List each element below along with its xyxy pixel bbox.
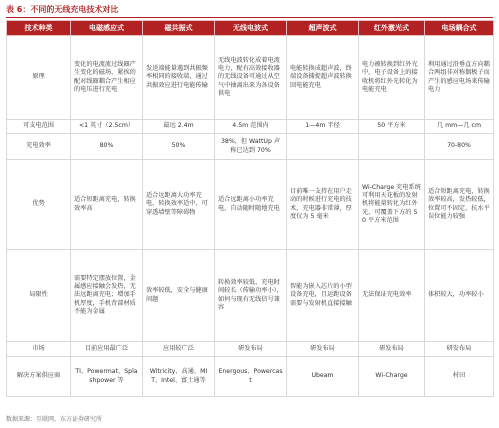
table-row (7, 250, 494, 342)
table-cell: Ubeam (287, 357, 359, 397)
header-cell: 电场耦合式 (425, 21, 494, 36)
row-label: 可支电范围 (7, 120, 71, 134)
table-cell: <1 英寸（2.5cm） (71, 120, 143, 134)
table-cell: 最远 2.4m (143, 120, 215, 134)
header-cell: 磁共振式 (143, 21, 215, 36)
table-cell: TI、Powermat、Splashpower 等 (71, 357, 143, 397)
table-cell: 适合远距离大功率充电，转换效率适中，可穿透墙壁等障碍物 (143, 160, 215, 250)
table-cell: 智能为嵌入芯片的小型设备充电，且运距设备需要与发射机直接接触 (287, 250, 359, 342)
table-cell: 适合远距离小功率充电，自动随时随地充电 (215, 160, 287, 250)
table-cell: 80% (71, 134, 143, 160)
table-header-row (7, 21, 494, 36)
table-cell: 研发布局 (287, 342, 359, 357)
table-cell: 1—4m 半径 (287, 120, 359, 134)
header-cell: 电磁感应式 (71, 21, 143, 36)
table-cell: 村田 (425, 357, 494, 397)
table-cell: 50% (143, 134, 215, 160)
table-cell: 研发布局 (215, 342, 287, 357)
row-label: 市场 (7, 342, 71, 357)
table-row (7, 160, 494, 250)
table-cell: 电力被转换到红外光中，电子设备上的接收机将红外光转化为电能充电 (359, 36, 425, 120)
header-cell: 超声波式 (287, 21, 359, 36)
row-label: 优势 (7, 160, 71, 250)
table-cell: 38%，但 WattUp 声称已达到 70% (215, 134, 287, 160)
wireless-charging-comparison-table (6, 20, 494, 397)
table-cell: 适合短距离充电，转换效率较高，发热较低，位置可不固定，抗水平误位能力较强 (425, 160, 494, 250)
table-cell: 几 mm—几 cm (425, 120, 494, 134)
table-cell: 50 平方米 (359, 120, 425, 134)
table-row (7, 342, 494, 357)
header-cell: 无线电波式 (215, 21, 287, 36)
table-cell: 需要特定摆放位置，金属感应接触会发热，无法远距离充电；增加手机厚度，手机背部材质不能为金属 (71, 250, 143, 342)
table-cell: Wi-Charge 充电系统可利用天花板的发射机将能量转化为红外光，可覆盖下方的 50 平方米范围 (359, 160, 425, 250)
table-cell: 无法保证充电效率 (359, 250, 425, 342)
table-cell: 70-80% (425, 134, 494, 160)
row-label: 局限性 (7, 250, 71, 342)
table-cell: 效率较低，安全与健康问题 (143, 250, 215, 342)
table-cell: 研发布局 (359, 342, 425, 357)
table-cell: 无线电波转化成着电流电力，配有高效接收器的无线设备可通过从空气中抽离出来为各设备供电 (215, 36, 287, 120)
table-cell: 目前唯一支持在用户走动的时候进行充电的技术，充电器非常薄，厚度仅为 5 毫米 (287, 160, 359, 250)
table-cell: 体积较大，功率较小 (425, 250, 494, 342)
table-cell: Wi-Charge (359, 357, 425, 397)
row-label: 原理 (7, 36, 71, 120)
table-cell: 电能转换成超声波，终端设备捕捉超声波转换回电能充电 (287, 36, 359, 120)
table-row (7, 120, 494, 134)
table-cell: 适合短距离充电，转换效率高 (71, 160, 143, 250)
table-cell: 4.5m 范围内 (215, 120, 287, 134)
table-row (7, 134, 494, 160)
table-row (7, 36, 494, 120)
header-cell: 红外激光式 (359, 21, 425, 36)
table-cell: 应用较广泛 (143, 342, 215, 357)
table-cell: 目前应用最广泛 (71, 342, 143, 357)
table-cell (287, 134, 359, 160)
table-cell: 发送端能量遇到共振频率相同的接收端，通过共振效应进行电能传输 (143, 36, 215, 120)
table-row (7, 357, 494, 397)
title-divider (6, 17, 493, 18)
table-title: 表 6：不同的无线充电技术对比 (6, 5, 119, 14)
table-cell: 转换效率较低，充电时间较长（传输功率小），如何与现有无线信号兼容 (215, 250, 287, 342)
table-cell: Energous、Powercast (215, 357, 287, 397)
table-cell: Witricity、高通、MIT、Intel、富士通等 (143, 357, 215, 397)
table-cell (359, 134, 425, 160)
table-cell: 变化的电流流过线圈产生变化的磁场，紧挨的配对线圈耦合产生相应的电压进行充电 (71, 36, 143, 120)
row-label: 充电效率 (7, 134, 71, 160)
table-cell: 研发布局 (425, 342, 494, 357)
source-footnote: 数据来源：互联网，东方证券研究所 (6, 416, 103, 423)
row-label: 解决方案供应商 (7, 357, 71, 397)
table-cell: 利用通过沿垂直方向耦合两组非对称偶极子而产生的感应电场来传输电力 (425, 36, 494, 120)
header-cell: 技术种类 (7, 21, 71, 36)
